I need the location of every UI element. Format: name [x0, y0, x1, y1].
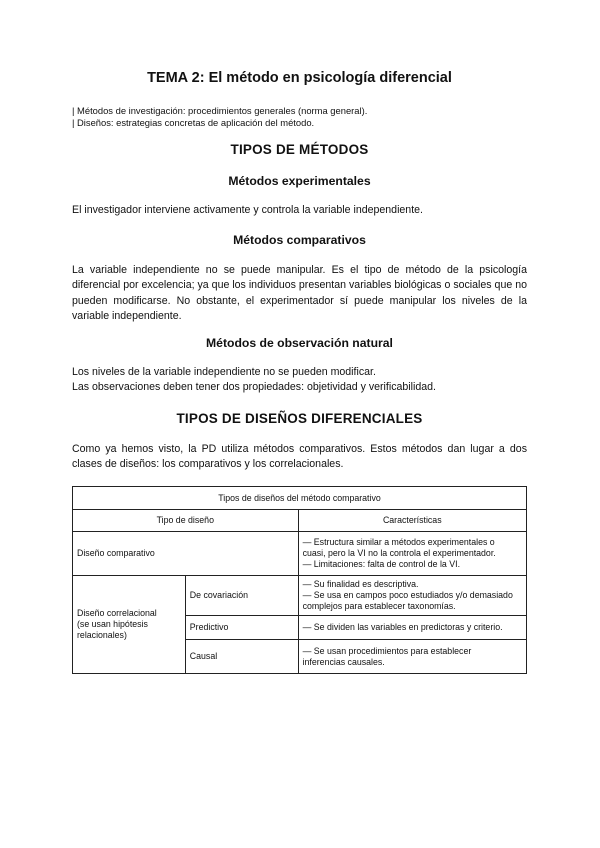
cell-subtype-covariacion: De covariación: [185, 576, 298, 616]
heading-tipos-metodos: TIPOS DE MÉTODOS: [230, 142, 369, 157]
header-tipo-diseno: Tipo de diseño: [73, 510, 299, 532]
cell-subtype-causal: Causal: [185, 640, 298, 674]
document-title: TEMA 2: El método en psicología diferencial: [147, 70, 452, 86]
table-row: [73, 532, 527, 576]
char-line: cuasi, pero la VI no la controla el experimentador.: [302, 548, 496, 558]
char-line: inferencias causales.: [302, 656, 385, 667]
cell-subtype-predictivo: Predictivo: [185, 616, 298, 640]
char-line: — Estructura similar a métodos experimentales o: [302, 537, 495, 547]
table-caption: Tipos de diseños del método comparativo: [73, 487, 527, 510]
text-tipos-disenos: Como ya hemos visto, la PD utiliza métodos comparativos. Estos métodos dan lugar a dos clases de diseños: los comparativos y los correlacionales.: [72, 443, 527, 471]
heading-metodos-comparativos: Métodos comparativos: [233, 233, 366, 247]
label-line: (se usan hipótesis: [77, 619, 148, 629]
designs-table: [72, 486, 527, 674]
table-header-row: [73, 510, 527, 532]
cell-caracteristicas-comparativo: [298, 532, 526, 576]
cell-diseno-correlacional: [73, 576, 186, 674]
heading-observacion-natural: Métodos de observación natural: [206, 336, 393, 350]
note-metodos: | Métodos de investigación: procedimientos generales (norma general).: [72, 105, 368, 116]
cell-caracteristicas-covariacion: [298, 576, 526, 616]
cell-caracteristicas-predictivo: [298, 616, 526, 640]
table-row: [73, 576, 527, 616]
char-line: — Limitaciones: falta de control de la VI.: [302, 559, 461, 569]
heading-tipos-disenos: TIPOS DE DISEÑOS DIFERENCIALES: [176, 411, 423, 426]
header-caracteristicas: Características: [298, 510, 526, 532]
cell-caracteristicas-causal: [298, 640, 526, 674]
text-observacion-2: Las observaciones deben tener dos propiedades: objetividad y verificabilidad.: [72, 381, 436, 393]
table-caption-row: [73, 487, 527, 510]
label-line: relacionales): [77, 630, 127, 640]
heading-metodos-experimentales: Métodos experimentales: [228, 174, 371, 188]
char-line: complejos para establecer taxonomías.: [302, 601, 456, 611]
char-line: — Se usan procedimientos para establecer: [302, 645, 472, 656]
cell-diseno-comparativo: Diseño comparativo: [73, 532, 299, 576]
char-line: — Se usa en campos poco estudiados y/o demasiado: [302, 590, 513, 600]
char-line: — Su finalidad es descriptiva.: [302, 579, 419, 589]
text-experimentales: El investigador interviene activamente y controla la variable independiente.: [72, 204, 423, 216]
note-disenos: | Diseños: estrategias concretas de aplicación del método.: [72, 117, 315, 128]
char-line: — Se dividen las variables en predictoras y criterio.: [302, 622, 503, 632]
text-observacion-1: Los niveles de la variable independiente no se pueden modificar.: [72, 366, 376, 378]
text-comparativos: La variable independiente no se puede manipular. Es el tipo de método de la psicología diferencial por excelencia; ya que los individuos presentan variables biológicas o sociales que no pueden modificarse. No obstante, el experimentador sí puede manipular los niveles de la variable independiente.: [72, 264, 527, 323]
label-line: Diseño correlacional: [77, 608, 157, 618]
